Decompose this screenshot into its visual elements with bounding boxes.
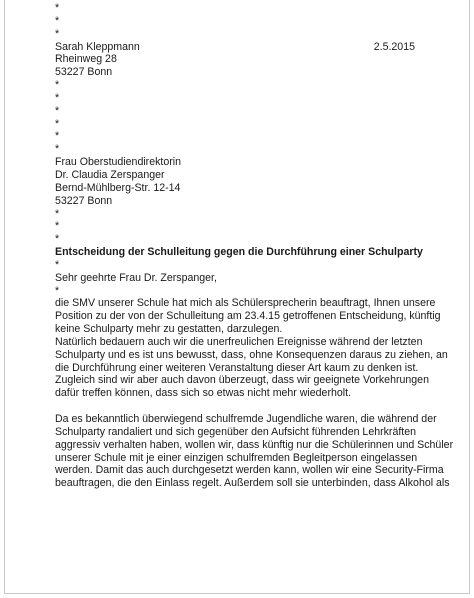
text-line: keine Schulparty mehr zu gestatten, darzulegen. (55, 323, 283, 336)
recipient-street: Bernd-Mühlberg-Str. 12-14 (55, 181, 181, 194)
body-paragraph-2 (55, 413, 455, 490)
text-line: die SMV unserer Schule hat mich als Schülersprecherin beauftragt, Ihnen unsere (55, 297, 436, 310)
recipient-city: 53227 Bonn (55, 194, 113, 207)
text-line: Schulparty randaliert und sich gegenüber den Aufsicht führenden Lehrkräften (55, 425, 417, 438)
text-line: Position zu der von der Schulleitung am 23.4.15 getroffenen Entscheidung, künftig (55, 310, 441, 323)
paragraph-marker: * (55, 233, 60, 246)
recipient-name: Dr. Claudia Zerspanger (55, 168, 165, 181)
text-line: beauftragen, die den Einlass regelt. Außerdem soll sie unterbinden, dass Alkohol als (55, 477, 450, 490)
paragraph-marker: * (55, 91, 60, 104)
paragraph-marker: * (55, 27, 60, 40)
sender-street: Rheinweg 28 (55, 53, 117, 66)
paragraph-marker: * (55, 117, 60, 130)
body-paragraph-1 (55, 297, 455, 400)
recipient-title: Frau Oberstudiendirektorin (55, 156, 182, 169)
paragraph-marker: * (55, 2, 60, 14)
paragraph-marker: * (55, 284, 60, 297)
paragraph-marker: * (55, 104, 60, 117)
text-line: Zugleich sind wir aber auch davon überzeugt, dass wir geeignete Vorkehrungen (55, 374, 429, 387)
paragraph-marker: * (55, 14, 60, 27)
letter-body (55, 2, 455, 490)
paragraph-gap (55, 400, 455, 413)
letter-subject: Entscheidung der Schulleitung gegen die Durchführung einer Schulparty (55, 246, 423, 259)
paragraph-marker: * (55, 79, 60, 92)
paragraph-marker: * (55, 130, 60, 143)
text-line: Da es bekanntlich überwiegend schulfremde Jugendliche waren, die während der (55, 413, 437, 425)
sender-city: 53227 Bonn (55, 66, 113, 79)
text-line: dafür treffen können, dass sich so etwas nicht mehr wiederholt. (55, 387, 351, 400)
text-line: die Durchführung einer weiteren Veranstaltung dieser Art kaum zu denken ist. (55, 361, 419, 374)
salutation: Sehr geehrte Frau Dr. Zerspanger, (55, 271, 217, 284)
paragraph-marker: * (55, 220, 60, 233)
text-line: werden. Damit das auch durchgesetzt werden kann, wollen wir eine Security-Firma (55, 464, 444, 477)
text-line: Schulparty und es ist uns bewusst, dass, ohne Konsequenzen daraus zu ziehen, an (55, 348, 448, 361)
sender-name: Sarah Kleppmann (55, 40, 140, 53)
text-line: unserer Schule mit je einer einzigen schulfremden Begleitperson eingelassen (55, 451, 418, 464)
paragraph-marker: * (55, 258, 60, 271)
paragraph-marker: * (55, 143, 60, 156)
letter-date: 2.5.2015 (373, 40, 415, 53)
paragraph-marker: * (55, 207, 60, 220)
text-line: Natürlich bedauern auch wir die unerfreulichen Ereignisse während der letzten (55, 335, 423, 348)
text-line: aggressiv verhalten haben, wollen wir, dass künftig nur die Schülerinnen und Schüler (55, 438, 454, 451)
document-page (4, 0, 470, 594)
sender-name-row (55, 41, 415, 54)
